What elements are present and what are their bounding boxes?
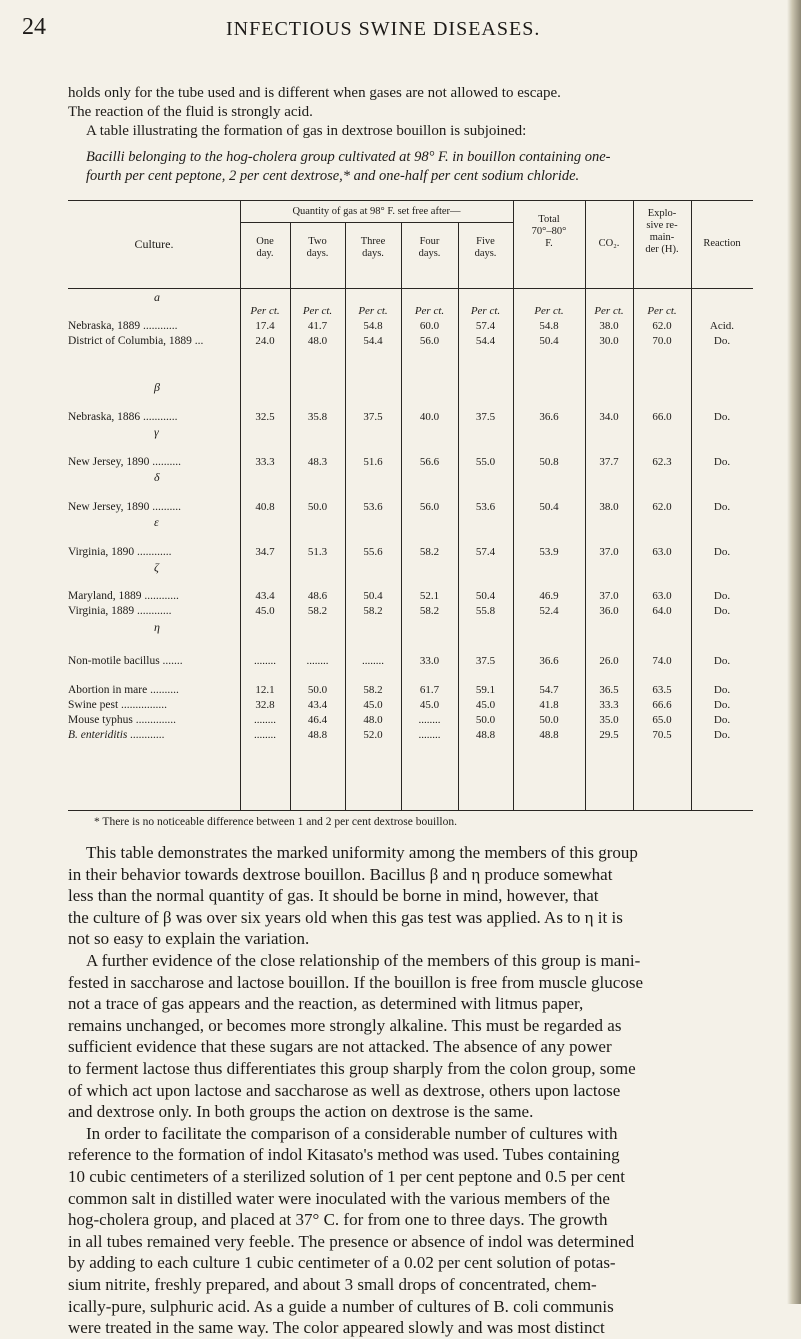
table-cell: 63.0 — [652, 590, 672, 602]
table-cell: 35.8 — [307, 411, 328, 423]
body-line: In order to facilitate the comparison of a considerable number of cultures with — [86, 1123, 618, 1143]
table-cell: 54.4 — [363, 335, 383, 347]
table-cell: 48.8 — [307, 729, 328, 741]
header-culture: Culture. — [134, 237, 174, 251]
table-cell: Do. — [713, 605, 731, 617]
body-line: of which act upon lactose and saccharose as well as dextrose, others upon lactose — [68, 1080, 621, 1100]
table-cell: 41.8 — [539, 699, 559, 711]
table-cell: 36.6 — [539, 411, 559, 423]
table-caption: Bacilli belonging to the hog-cholera group cultivated at 98° F. in bouillon containing one- — [86, 149, 611, 165]
table-cell: Do. — [713, 546, 731, 558]
unit-cell: Per ct. — [534, 305, 564, 317]
table-cell: 12.1 — [255, 684, 275, 696]
table-cell: 52.0 — [363, 729, 383, 741]
table-cell: 65.0 — [652, 714, 672, 726]
unit-cell: Per ct. — [470, 305, 501, 317]
table-cell-blank: ........ — [254, 655, 276, 667]
table-cell: 55.6 — [363, 546, 383, 558]
table-cell: 40.0 — [419, 411, 440, 423]
table-cell: 48.8 — [475, 729, 496, 741]
header-four-days: Four days. — [418, 236, 441, 259]
header-three-days: Three days. — [360, 236, 386, 259]
table-cell: Do. — [713, 335, 731, 347]
table-top-rule — [68, 200, 753, 201]
table-cell: 57.4 — [475, 546, 496, 558]
table-cell: 37.0 — [599, 546, 619, 558]
table-cell: 63.5 — [652, 684, 672, 696]
header-five-days: Five days. — [474, 236, 497, 259]
culture-name: Nebraska, 1886 ............ — [68, 411, 178, 423]
culture-name: Non-motile bacillus ....... — [68, 655, 183, 667]
table-cell: 62.3 — [652, 456, 672, 468]
table-cell: 43.4 — [255, 590, 275, 602]
culture-name: Virginia, 1890 ............ — [68, 546, 172, 558]
table-cell: 34.7 — [255, 546, 275, 558]
table-cell: 54.7 — [539, 684, 559, 696]
table-cell: 50.0 — [307, 501, 328, 513]
intro-line: The reaction of the fluid is strongly acid. — [68, 104, 313, 120]
table-cell: 50.8 — [539, 456, 559, 468]
culture-name: New Jersey, 1890 .......... — [68, 501, 181, 513]
culture-name: Virginia, 1889 ............ — [68, 605, 172, 617]
table-cell: 53.9 — [539, 546, 559, 558]
unit-cell: Per ct. — [358, 305, 388, 317]
table-cell: 63.0 — [652, 546, 672, 558]
table-footnote: * There is no noticeable difference between 1 and 2 per cent dextrose bouillon. — [94, 816, 457, 828]
table-cell: Do. — [713, 684, 731, 696]
table-cell: 45.0 — [419, 699, 440, 711]
group-label: ε — [154, 515, 159, 529]
table-cell: 36.6 — [539, 655, 559, 667]
table-cell: 48.6 — [307, 590, 328, 602]
table-cell: 54.8 — [363, 320, 383, 332]
table-cell: 17.4 — [255, 320, 275, 332]
unit-cell: Per ct. — [647, 305, 677, 317]
table-cell: 32.8 — [255, 699, 275, 711]
culture-name: Mouse typhus .............. — [68, 714, 176, 726]
table-cell: 55.8 — [475, 605, 496, 617]
table-cell: 50.0 — [539, 714, 559, 726]
table-cell: 36.5 — [599, 684, 619, 696]
page-edge — [787, 0, 801, 1304]
table-cell: 50.4 — [475, 590, 496, 602]
table-cell: 33.3 — [599, 699, 619, 711]
body-line: sufficient evidence that these sugars are not attacked. The absence of any power — [68, 1037, 612, 1057]
table-cell: 35.0 — [599, 714, 619, 726]
table-cell: 33.0 — [419, 655, 440, 667]
group-label: γ — [154, 425, 159, 439]
unit-cell: Per ct. — [250, 305, 280, 317]
table-cell: 52.4 — [539, 605, 559, 617]
table-cell: 58.2 — [419, 546, 440, 558]
body-line: common salt in distilled water were inoculated with the various members of the — [68, 1188, 610, 1208]
unit-cell: Per ct. — [594, 305, 624, 317]
table-cell: 41.7 — [307, 320, 328, 332]
table-cell: Do. — [713, 699, 731, 711]
header-reaction: Reaction — [703, 238, 741, 249]
table-cell: 53.6 — [475, 501, 496, 513]
header-two-days: Two days. — [306, 236, 329, 259]
header-explosive-remainder: Explo- sive re- main- der (H). — [645, 208, 679, 255]
body-line: in their behavior towards dextrose bouillon. Bacillus β and η produce somewhat — [68, 864, 613, 884]
header-one-day: One day. — [256, 236, 274, 259]
culture-name: Abortion in mare .......... — [68, 684, 179, 696]
table-cell: 52.1 — [419, 590, 440, 602]
table-cell: 33.3 — [255, 456, 275, 468]
table-cell: 70.5 — [652, 729, 672, 741]
table-cell: 74.0 — [652, 655, 672, 667]
header-bottom-rule — [68, 288, 753, 289]
table-cell: 57.4 — [475, 320, 496, 332]
table-cell: 40.8 — [255, 501, 275, 513]
body-line: to ferment lactose thus differentiates this group sharply from the colon group, some — [68, 1059, 636, 1078]
table-cell: 61.7 — [419, 684, 440, 696]
table-cell: 50.4 — [539, 335, 559, 347]
quantity-group-rule — [240, 222, 513, 223]
table-cell: 48.0 — [363, 714, 383, 726]
table-cell: 51.6 — [363, 456, 383, 468]
table-cell-blank: ........ — [306, 655, 329, 667]
culture-name: Maryland, 1889 ............ — [68, 590, 179, 602]
table-cell: 54.8 — [539, 320, 559, 332]
table-cell: 46.9 — [539, 590, 559, 602]
intro-line: holds only for the tube used and is different when gases are not allowed to escape. — [68, 85, 561, 101]
table-cell: 50.0 — [475, 714, 496, 726]
group-label: a — [154, 290, 160, 304]
table-cell: 70.0 — [652, 335, 672, 347]
body-line: less than the normal quantity of gas. It should be borne in mind, however, that — [68, 886, 599, 906]
table-cell: 46.4 — [307, 714, 328, 726]
table-cell: 48.3 — [307, 456, 328, 468]
unit-cell: Per ct. — [302, 305, 333, 317]
body-line: not a trace of gas appears and the reaction, as determined with litmus paper, — [68, 994, 584, 1014]
header-total: Total 70°–80° F. — [531, 214, 567, 249]
table-cell: 58.2 — [363, 684, 383, 696]
table-cell: 37.5 — [475, 655, 496, 667]
body-line: the culture of β was over six years old when this gas test was applied. As to η it is — [68, 907, 623, 927]
table-cell: Do. — [713, 501, 731, 513]
table-cell: 37.5 — [363, 411, 383, 423]
table-cell: 34.0 — [599, 411, 619, 423]
table-cell-blank: ........ — [254, 714, 276, 726]
table-cell: 50.4 — [539, 501, 559, 513]
table-cell: 56.6 — [419, 456, 440, 468]
table-cell: 58.2 — [419, 605, 440, 617]
table-cell: 29.5 — [599, 729, 619, 741]
table-cell: 38.0 — [599, 320, 619, 332]
group-label: δ — [154, 470, 160, 484]
table-cell: 62.0 — [652, 501, 672, 513]
group-label: β — [154, 380, 160, 394]
table-cell: Do. — [713, 729, 731, 741]
table-cell: 43.4 — [307, 699, 328, 711]
table-cell: 56.0 — [419, 335, 440, 347]
table-cell: 58.2 — [307, 605, 328, 617]
unit-cell: Per ct. — [414, 305, 445, 317]
table-cell: 36.0 — [599, 605, 619, 617]
table-cell: 45.0 — [255, 605, 275, 617]
table-cell: 26.0 — [599, 655, 619, 667]
table-cell: Do. — [713, 411, 731, 423]
body-line: and dextrose only. In both groups the action on dextrose is the same. — [68, 1102, 534, 1122]
body-line: hog-cholera group, and placed at 37° C. for from one to three days. The growth — [68, 1210, 608, 1230]
culture-name: District of Columbia, 1889 ... — [68, 335, 204, 347]
table-cell-blank: ........ — [418, 714, 441, 726]
table-cell: 37.5 — [475, 411, 496, 423]
culture-name: Swine pest ................ — [68, 699, 168, 711]
header-quantity-group: Quantity of gas at 98° F. set free after— — [292, 206, 461, 217]
table-cell: Do. — [713, 714, 731, 726]
culture-name: Nebraska, 1889 ............ — [68, 320, 178, 332]
body-line: by adding to each culture 1 cubic centimeter of a 0.02 per cent solution of potas- — [68, 1253, 616, 1273]
body-line: 10 cubic centimeters of a sterilized solution of 1 per cent peptone and 0.5 per cent — [68, 1167, 626, 1186]
body-line: This table demonstrates the marked uniformity among the members of this group — [86, 843, 638, 862]
running-head: INFECTIOUS SWINE DISEASES. — [226, 18, 541, 40]
table-cell: 55.0 — [475, 456, 496, 468]
table-cell: 48.8 — [539, 729, 559, 741]
body-line: sium nitrite, freshly prepared, and about 3 small drops of concentrated, chem- — [68, 1275, 597, 1294]
table-cell: 32.5 — [255, 411, 275, 423]
culture-name: B. enteriditis ............ — [68, 729, 165, 741]
page-number: 24 — [22, 14, 46, 40]
table-cell: 45.0 — [363, 699, 383, 711]
table-cell: 30.0 — [599, 335, 619, 347]
table-cell: Do. — [713, 456, 731, 468]
table-cell: 66.6 — [652, 699, 672, 711]
table-cell: 53.6 — [363, 501, 383, 513]
table-cell: 60.0 — [419, 320, 440, 332]
body-line: were treated in the same way. The color appeared slowly and was most distinct — [68, 1318, 605, 1338]
table-caption: fourth per cent peptone, 2 per cent dextrose,* and one-half per cent sodium chloride. — [86, 168, 580, 184]
body-line: fested in saccharose and lactose bouillon. If the bouillon is free from muscle glucose — [68, 972, 643, 992]
table-cell: 64.0 — [652, 605, 672, 617]
table-cell: 54.4 — [475, 335, 496, 347]
body-line: remains unchanged, or becomes more strongly alkaline. This must be regarded as — [68, 1015, 622, 1035]
table-cell: 45.0 — [475, 699, 496, 711]
culture-name: New Jersey, 1890 .......... — [68, 456, 181, 468]
table-bottom-rule — [68, 810, 753, 811]
table-cell: Acid. — [709, 320, 735, 332]
body-line: reference to the formation of indol Kitasato's method was used. Tubes containing — [68, 1145, 620, 1165]
table-cell: Do. — [713, 655, 731, 667]
table-cell: 50.4 — [363, 590, 383, 602]
body-line: in all tubes remained very feeble. The presence or absence of indol was determined — [68, 1231, 635, 1251]
table-cell: 24.0 — [255, 335, 275, 347]
table-cell: 59.1 — [475, 684, 496, 696]
table-cell: 48.0 — [307, 335, 328, 347]
table-cell: 37.7 — [599, 456, 619, 468]
table-cell-blank: ........ — [418, 729, 441, 741]
group-label: ζ — [154, 560, 159, 574]
intro-line: A table illustrating the formation of gas in dextrose bouillon is subjoined: — [86, 123, 527, 139]
body-line: A further evidence of the close relationship of the members of this group is mani- — [86, 951, 641, 970]
body-line: ically-pure, sulphuric acid. As a guide a number of cultures of B. coli communis — [68, 1296, 614, 1316]
table-cell: Do. — [713, 590, 731, 602]
table-cell-blank: ........ — [254, 729, 276, 741]
table-cell: 37.0 — [599, 590, 619, 602]
table-cell: 38.0 — [599, 501, 619, 513]
table-cell: 50.0 — [307, 684, 328, 696]
table-cell: 56.0 — [419, 501, 440, 513]
table-cell: 62.0 — [652, 320, 672, 332]
table-cell-blank: ........ — [362, 655, 384, 667]
table-cell: 51.3 — [307, 546, 328, 558]
group-label: η — [154, 620, 160, 634]
table-cell: 66.0 — [652, 411, 672, 423]
header-co2: CO₂. — [598, 238, 620, 249]
table-cell: 58.2 — [363, 605, 383, 617]
body-line: not so easy to explain the variation. — [68, 929, 310, 949]
